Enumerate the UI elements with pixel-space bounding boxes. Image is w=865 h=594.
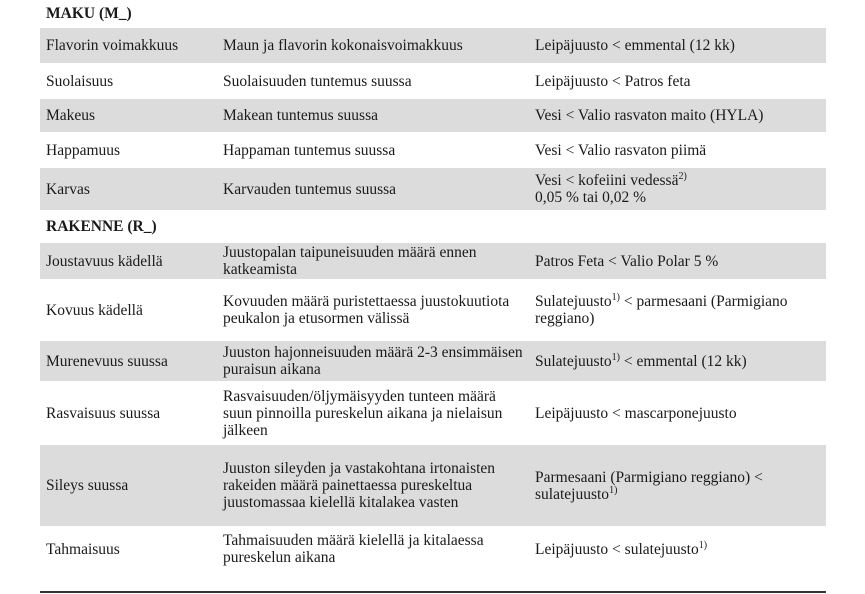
attribute-name: Flavorin voimakkuus xyxy=(40,27,217,64)
attribute-description: Tahmaisuuden määrä kielellä ja kitalaessa pureskelun aikana xyxy=(217,527,529,571)
attribute-name: Tahmaisuus xyxy=(40,527,217,571)
attribute-description: Karvauden tuntemus suussa xyxy=(217,167,529,211)
reference-scale xyxy=(529,167,826,211)
footnote-marker: 1) xyxy=(609,484,618,496)
section-header-rakenne xyxy=(40,211,826,242)
reference-text: Parmesaani (Parmigiano reggiano) < sulatejuusto xyxy=(535,468,763,503)
reference-scale: Leipäjuusto < emmental (12 kk) xyxy=(529,27,826,64)
table-row xyxy=(40,242,826,280)
attribute-description: Maun ja flavorin kokonaisvoimakkuus xyxy=(217,27,529,64)
reference-scale: Leipäjuusto < Patros feta xyxy=(529,64,826,98)
attribute-name: Makeus xyxy=(40,98,217,133)
table-row xyxy=(40,527,826,571)
attribute-description: Juuston hajonneisuuden määrä 2-3 ensimmäisen puraisun aikana xyxy=(217,340,529,382)
reference-scale: Vesi < Valio rasvaton maito (HYLA) xyxy=(529,98,826,133)
attribute-description: Rasvaisuuden/öljymäisyyden tunteen määrä suun pinnoilla pureskelun aikana ja nielaisun jälkeen xyxy=(217,382,529,444)
table-row xyxy=(40,98,826,133)
attribute-name: Rasvaisuus suussa xyxy=(40,382,217,444)
attribute-name: Suolaisuus xyxy=(40,64,217,98)
reference-scale xyxy=(529,280,826,340)
reference-scale: Leipäjuusto < mascarponejuusto xyxy=(529,382,826,444)
table-bottom-rule xyxy=(40,591,826,593)
reference-text: Sulatejuusto xyxy=(535,293,612,310)
attribute-description: Juustopalan taipuneisuuden määrä ennen katkeamista xyxy=(217,242,529,280)
reference-scale xyxy=(529,340,826,382)
attribute-name: Murenevuus suussa xyxy=(40,340,217,382)
footnote-marker: 1) xyxy=(611,351,620,363)
table-row xyxy=(40,444,826,527)
reference-text-rest: < emmental (12 kk) xyxy=(619,352,747,370)
footnote-marker: 1) xyxy=(698,539,708,551)
reference-text: Sulatejuusto xyxy=(535,352,612,370)
reference-scale xyxy=(529,527,826,571)
reference-scale: Patros Feta < Valio Polar 5 % xyxy=(529,242,826,280)
table-row xyxy=(40,64,826,98)
table-row xyxy=(40,280,826,340)
attribute-name: Karvas xyxy=(40,167,217,211)
section-title: MAKU (M_) xyxy=(40,0,826,27)
attribute-name: Happamuus xyxy=(40,133,217,167)
attribute-description: Juuston sileyden ja vastakohtana irtonaisten rakeiden määrä painettaessa pureskeltua juustomassaa kielellä kitalakea vasten xyxy=(217,444,529,527)
attribute-name: Joustavuus kädellä xyxy=(40,242,217,280)
table-row xyxy=(40,133,826,167)
table-row xyxy=(40,27,826,64)
reference-scale: Vesi < Valio rasvaton piimä xyxy=(529,133,826,167)
table-row xyxy=(40,340,826,382)
attribute-description: Makean tuntemus suussa xyxy=(217,98,529,133)
attribute-table xyxy=(40,0,826,572)
footnote-marker: 1) xyxy=(611,292,620,303)
reference-text: Leipäjuusto < sulatejuusto xyxy=(535,540,699,558)
attribute-name: Sileys suussa xyxy=(40,444,217,527)
reference-text: Vesi < kofeiini vedessä xyxy=(535,172,679,189)
section-header-maku xyxy=(40,0,826,27)
attribute-description: Kovuuden määrä puristettaessa juustokuutiota peukalon ja etusormen välissä xyxy=(217,280,529,340)
attribute-description: Suolaisuuden tuntemus suussa xyxy=(217,64,529,98)
reference-scale xyxy=(529,444,826,527)
footnote-marker: 2) xyxy=(678,171,687,182)
reference-text-rest: < parmesaani (Parmigiano reggiano) xyxy=(535,293,788,327)
table-row xyxy=(40,382,826,444)
attribute-name: Kovuus kädellä xyxy=(40,280,217,340)
table-row xyxy=(40,167,826,211)
section-title: RAKENNE (R_) xyxy=(40,211,826,242)
attribute-description: Happaman tuntemus suussa xyxy=(217,133,529,167)
reference-text-line2: 0,05 % tai 0,02 % xyxy=(535,189,647,206)
